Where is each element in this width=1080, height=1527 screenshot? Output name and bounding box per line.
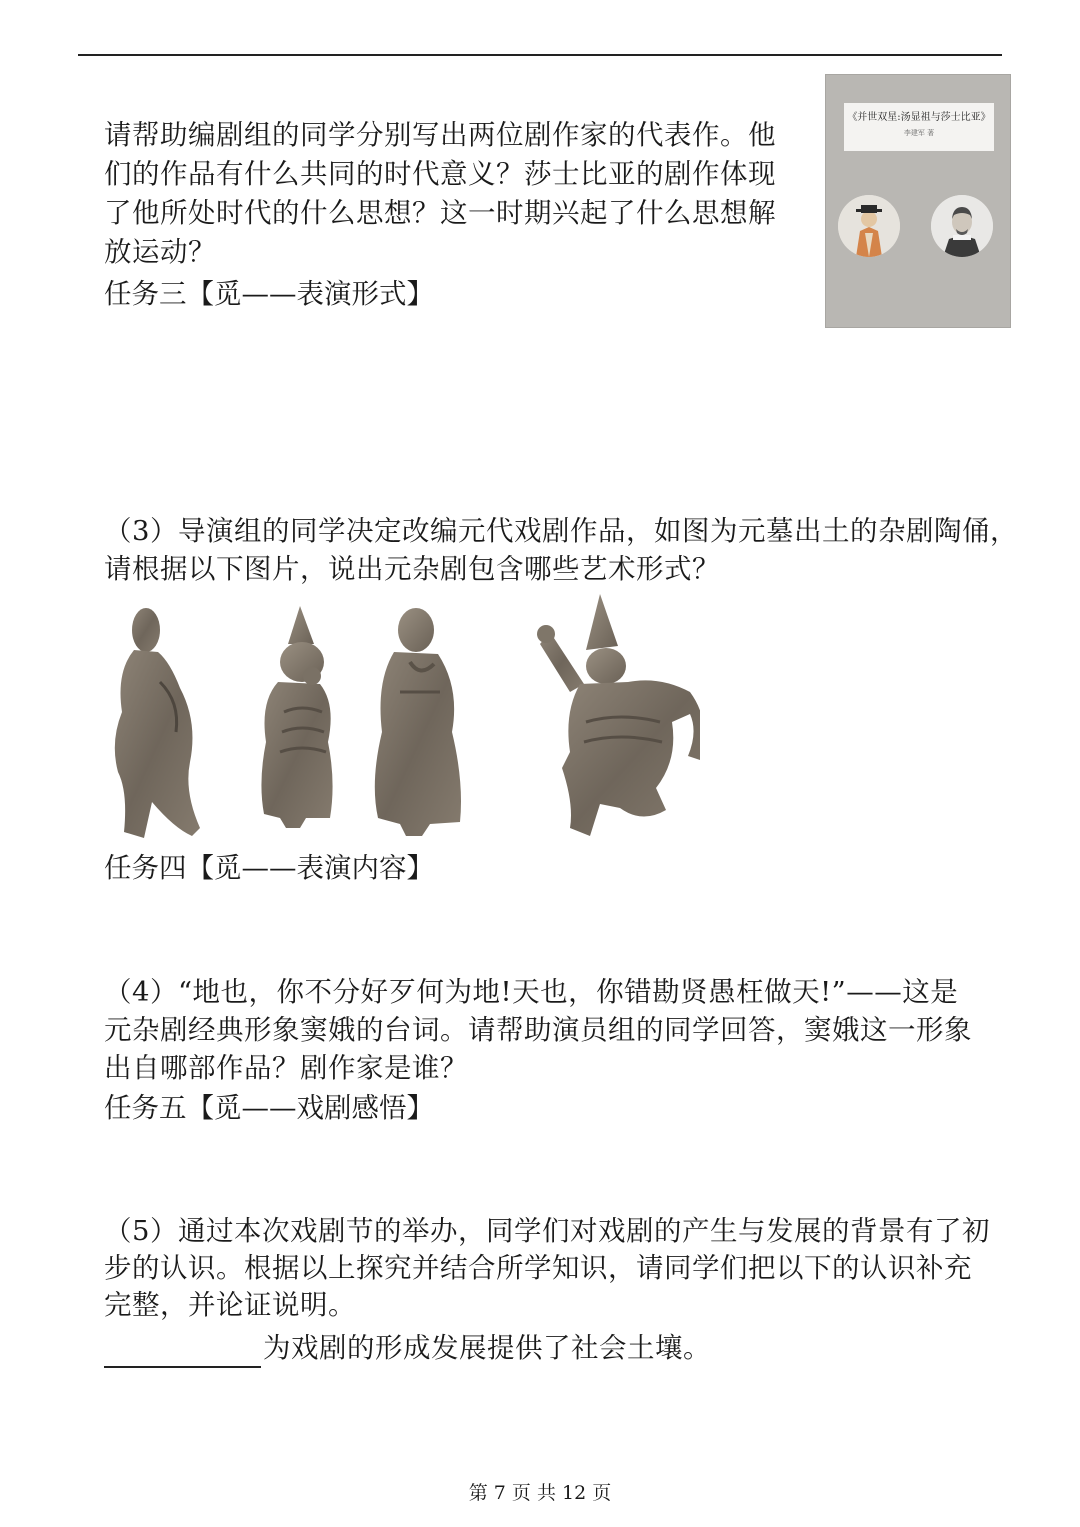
q5-line-2: 步的认识。根据以上探究并结合所学知识，请同学们把以下的认识补充 xyxy=(104,1252,972,1284)
portrait-shakespeare xyxy=(931,195,993,257)
book-cover-image xyxy=(825,74,1011,328)
task-5-heading: 任务五【觅——戏剧感悟】 xyxy=(104,1092,434,1124)
q2-line-4: 放运动？ xyxy=(104,236,216,268)
q4-line-2: 元杂剧经典形象窦娥的台词。请帮助演员组的同学回答，窦娥这一形象 xyxy=(104,1014,972,1046)
figurine-4 xyxy=(537,594,700,836)
q2-line-3: 了他所处时代的什么思想？这一时期兴起了什么思想解 xyxy=(104,197,776,229)
book-title: 《并世双星:汤显祖与莎士比亚》 xyxy=(847,112,991,123)
figurine-1 xyxy=(115,608,200,838)
answer-blank[interactable] xyxy=(104,1338,261,1368)
portrait-tang-xianzu xyxy=(838,195,900,257)
q2-line-1: 请帮助编剧组的同学分别写出两位剧作家的代表作。他 xyxy=(104,119,776,151)
book-title-band xyxy=(844,103,994,151)
q4-line-3: 出自哪部作品？剧作家是谁？ xyxy=(104,1052,468,1084)
zaju-figurines-image xyxy=(100,592,700,844)
task-4-heading: 任务四【觅——表演内容】 xyxy=(104,852,434,884)
task-3-heading: 任务三【觅——表演形式】 xyxy=(104,278,434,310)
page-footer: 第 7 页 共 12 页 xyxy=(468,1482,612,1504)
q5-line-3: 完整，并论证说明。 xyxy=(104,1289,356,1321)
figurine-3 xyxy=(375,608,461,836)
q4-line-1: （4）“地也，你不分好歹何为地!天也，你错勘贤愚枉做天!”——这是 xyxy=(104,976,959,1008)
fill-in-sentence xyxy=(104,1330,711,1368)
book-author: 李建军 著 xyxy=(903,129,935,137)
q5-line-1: （5）通过本次戏剧节的举办，同学们对戏剧的产生与发展的背景有了初 xyxy=(104,1215,990,1247)
header-rule xyxy=(78,54,1002,56)
q3-line-2: 请根据以下图片，说出元杂剧包含哪些艺术形式？ xyxy=(104,553,720,585)
q3-line-1: （3）导演组的同学决定改编元代戏剧作品，如图为元墓出土的杂剧陶俑， xyxy=(104,515,1018,547)
fill-in-text: 为戏剧的形成发展提供了社会土壤。 xyxy=(263,1332,711,1364)
figurine-2 xyxy=(261,606,332,828)
q2-line-2: 们的作品有什么共同的时代意义？莎士比亚的剧作体现 xyxy=(104,158,776,190)
